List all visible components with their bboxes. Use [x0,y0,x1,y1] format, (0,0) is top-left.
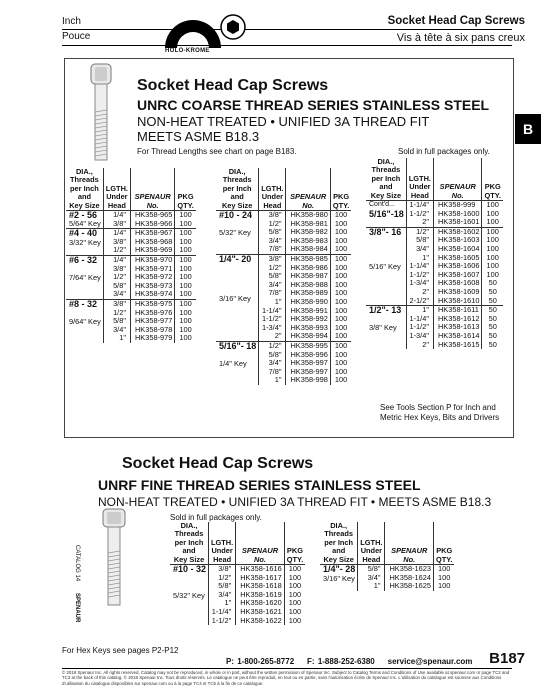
part-number-cell: HK358-977 [130,317,174,326]
pkg-qty-cell: 100 [486,235,499,245]
key-size: 5/32" Key [173,590,205,600]
length-cell: 1" [209,599,236,608]
pkg-qty-cell: 100 [334,322,348,332]
pkg-qty-cell: 100 [438,581,451,591]
pkg-qty-cell: 50 [482,306,503,315]
length-cell: 3/4" [259,281,286,290]
part-number-cell: HK358-991 [286,307,330,316]
holo-krome-logo [163,10,223,50]
key-size: 5/64" Key [69,218,101,228]
length-cell: 2" [259,332,286,341]
part-number-cell: HK358-972 [130,273,174,282]
header-pkg-qty: PKG QTY. [482,158,503,201]
part-number-cell: HK358-981 [286,220,330,229]
length-cell: 1-1/2" [406,210,433,219]
coarse-title: Socket Head Cap Screws [137,77,329,94]
screw-illustration-coarse [88,62,114,162]
pkg-qty-cell: 100 [330,211,351,220]
header-length: LGTH. Under Head [209,522,236,565]
dia-label: 5/16"- 18 [219,340,257,351]
dia-cell [66,229,103,256]
part-number-cell: HK358-1619 [236,591,285,600]
pkg-qty-cell: 100 [482,227,503,236]
length-cell: 3/8" [259,211,286,220]
part-number-cell: HK358-978 [130,326,174,335]
length-cell: 1/4" [103,211,130,220]
part-number-cell: HK358-995 [286,341,330,350]
key-size: 3/16" Key [323,573,355,583]
dia-cell [216,255,259,342]
pkg-qty-cell: 50 [488,322,497,332]
dia-label: 3/8"- 16 [369,226,402,237]
part-number-cell: HK358-1611 [433,306,482,315]
part-number-cell: HK358-1616 [236,565,285,574]
pkg-qty-cell: 100 [288,598,302,608]
part-number-cell: HK358-1605 [433,254,482,263]
length-cell: 3/4" [103,290,130,299]
pkg-qty-cell: 100 [288,615,302,625]
footer-fax: F: 1-888-252-6380 [307,657,375,666]
part-number-cell: HK358-1604 [433,245,482,254]
header-pkg-qty: PKG QTY. [175,168,196,211]
table-row [66,229,196,238]
pkg-qty-cell: 100 [334,262,348,272]
dia-cell [216,341,259,384]
length-cell: 1-1/4" [259,307,286,316]
length-cell: 7/8" [259,245,286,254]
pkg-qty-cell: 50 [488,295,497,305]
pkg-qty-cell: 100 [334,296,348,306]
length-cell: 5/8" [406,236,433,245]
part-number-cell: HK358-1615 [433,341,482,350]
table-row [366,227,503,236]
table-row [366,306,503,315]
part-number-cell: HK358-993 [286,324,330,333]
pkg-qty-cell: 100 [486,269,499,279]
header-title-en: Socket Head Cap Screws [387,15,525,27]
part-number-cell: HK358-999 [433,201,482,210]
dia-label: 5/16"-18 [369,208,404,219]
pkg-qty-cell: 100 [334,244,348,254]
length-cell: 2" [406,218,433,227]
length-cell: 1/4" [103,256,130,265]
coarse-spec-line2: MEETS ASME B18.3 [137,129,260,144]
pkg-qty-cell: 100 [334,279,348,289]
holo-krome-logo-text: HOLO-KROME [165,48,210,54]
pkg-qty-cell: 100 [175,256,196,265]
table-header-row [216,168,351,211]
pkg-qty-cell: 100 [179,245,192,255]
header-inch: Inch [62,16,81,27]
pkg-qty-cell: 100 [179,218,192,228]
pkg-qty-cell: 100 [486,261,499,271]
length-cell: 1-1/2" [406,323,433,332]
length-cell: 2" [406,288,433,297]
header-dia: DIA., Threads per Inch and Key Size [320,522,358,565]
table-row [66,211,196,220]
length-cell: 5/8" [209,582,236,591]
pkg-qty-cell: 100 [288,572,302,582]
length-cell: 5/8" [259,228,286,237]
pkg-qty-cell: 100 [334,314,348,324]
fine-packages-note: Sold in full packages only. [170,513,262,522]
length-cell: 3/4" [259,359,286,368]
pkg-qty-cell: 100 [334,366,348,376]
part-number-cell: HK358-1617 [236,574,285,583]
part-number-cell: HK358-971 [130,265,174,274]
part-number-cell: HK358-984 [286,245,330,254]
pkg-qty-cell: 100 [288,581,302,591]
part-number-cell: HK358-1620 [236,599,285,608]
length-cell: 5/8" [103,282,130,291]
part-number-cell: HK358-1607 [433,271,482,280]
table-header-row [320,522,454,565]
length-cell: 1/4" [103,229,130,238]
length-cell: 1" [406,254,433,263]
header-length: LGTH. Under Head [103,168,130,211]
part-number-cell: HK358-994 [286,332,330,341]
key-size: 5/32" Key [219,228,251,238]
pkg-qty-cell: 100 [334,349,348,359]
pkg-qty-cell: 100 [288,607,302,616]
pkg-qty-cell: 100 [179,307,192,317]
header-dia: DIA., Threads per Inch and Key Size [366,158,406,201]
key-size: 3/8" Key [369,323,397,333]
table-row [66,299,196,308]
page-number: B187 [489,650,525,667]
length-cell: 2" [406,341,433,350]
hex-socket-icon [220,14,246,40]
part-number-cell: HK358-1618 [236,582,285,591]
side-brand-text: SPENAUR [74,593,80,623]
part-number-cell: HK358-966 [130,220,174,229]
part-number-cell: HK358-967 [130,229,174,238]
part-number-cell: HK358-970 [130,256,174,265]
header-spenaur-no: SPENAUR No. [130,168,174,211]
footer-rule [62,668,512,669]
length-cell: 7/8" [259,368,286,377]
part-number-cell: HK358-1621 [236,608,285,617]
part-number-cell: HK358-996 [286,351,330,360]
length-cell: 3/4" [209,591,236,600]
length-cell: 3/4" [406,245,433,254]
length-cell: 1/2" [259,264,286,273]
dia-cell [66,256,103,300]
pkg-qty-cell: 100 [334,227,348,237]
length-cell: 1/2" [103,309,130,318]
length-cell: 3/8" [259,255,286,264]
part-number-cell: HK358-1623 [385,565,434,574]
header-dia: DIA., Threads per Inch and Key Size [170,522,209,565]
part-number-cell: HK358-969 [130,246,174,255]
part-number-cell: HK358-1600 [433,210,482,219]
length-cell: 1-3/4" [406,279,433,288]
pkg-qty-cell: 100 [179,289,192,299]
part-number-cell: HK358-988 [286,281,330,290]
dia-label: 1/4"- 28 [323,564,356,575]
pkg-qty-cell: 100 [334,271,348,281]
dia-label: 1/2"- 13 [369,305,402,316]
screw-illustration-fine [100,507,128,607]
pkg-qty-cell: 100 [486,244,499,253]
dia-cell [216,211,259,255]
length-cell: 1" [259,298,286,307]
part-number-cell: HK358-982 [286,228,330,237]
pkg-qty-cell: 100 [330,341,351,350]
part-number-cell: HK358-973 [130,282,174,291]
dia-cell [320,565,358,591]
pkg-qty-cell: 50 [488,278,497,288]
length-cell: 3/4" [259,237,286,246]
dia-cell [366,227,406,305]
pkg-qty-cell: 50 [488,313,497,323]
length-cell: 1-1/2" [259,315,286,324]
fine-title: Socket Head Cap Screws [122,455,314,472]
table-row [216,255,351,264]
pkg-qty-cell: 100 [175,211,196,220]
pkg-qty-cell: 100 [438,572,451,582]
part-number-cell: HK358-997 [286,359,330,368]
length-cell: 1-3/4" [406,332,433,341]
header-spenaur-no: SPENAUR No. [236,522,285,565]
header-dia: DIA., Threads per Inch and Key Size [216,168,259,211]
length-cell: 1-1/4" [406,262,433,271]
part-number-cell: HK358-998 [286,376,330,385]
length-cell: 1/2" [209,574,236,583]
length-cell: 1/2" [103,246,130,255]
part-number-cell: HK358-1613 [433,323,482,332]
header-pkg-qty: PKG QTY. [433,522,454,565]
footer-hex-note: For Hex Keys see pages P2-P12 [62,646,179,655]
part-number-cell: HK358-983 [286,237,330,246]
length-cell: 3/8" [103,238,130,247]
table-row [320,565,454,574]
dia-cell [366,201,406,228]
length-cell: 1-1/4" [209,608,236,617]
part-number-cell: HK358-1609 [433,288,482,297]
length-cell: 1" [259,376,286,385]
header-length: LGTH. Under Head [259,168,286,211]
dia-label: #6 - 32 [69,255,98,265]
part-number-cell: HK358-1601 [433,218,482,227]
part-number-cell: HK358-965 [130,211,174,220]
part-number-cell: HK358-1614 [433,332,482,341]
length-cell: 1" [406,306,433,315]
part-number-cell: HK358-979 [130,334,174,343]
part-number-cell: HK358-1602 [433,227,482,236]
length-cell: 5/8" [358,565,385,574]
table-header-row [170,522,305,565]
footer-phone: P: 1-800-265-8772 [226,657,295,666]
part-number-cell: HK358-1610 [433,297,482,306]
pkg-qty-cell: 100 [486,217,499,227]
dia-cell [66,211,103,229]
part-number-cell: HK358-1622 [236,617,285,626]
header-length: LGTH. Under Head [358,522,385,565]
header-pkg-qty: PKG QTY. [284,522,305,565]
pkg-qty-cell: 100 [175,299,196,308]
header-spenaur-no: SPENAUR No. [286,168,330,211]
part-number-cell: HK358-987 [286,272,330,281]
side-catalog-text: CATALOG 14 [74,545,80,582]
part-number-cell: HK358-985 [286,255,330,264]
length-cell: 5/8" [259,351,286,360]
part-number-cell: HK358-1608 [433,279,482,288]
table-row [66,256,196,265]
pkg-qty-cell: 100 [482,201,503,210]
pkg-qty-cell: 100 [334,218,348,228]
pkg-qty-cell: 100 [179,324,192,334]
length-cell: 1/2" [406,227,433,236]
table-row [216,341,351,350]
pkg-qty-cell: 100 [334,305,348,315]
pkg-qty-cell: 100 [486,252,499,262]
table-header-row [366,158,503,201]
table-row [170,565,305,574]
dia-label: #10 - 32 [173,564,207,575]
dia-label: #8 - 32 [69,298,98,309]
coarse-subtitle: UNRC COARSE THREAD SERIES STAINLESS STEEL [137,97,490,113]
part-number-cell: HK358-968 [130,238,174,247]
dia-cell [366,306,406,349]
length-cell: 1/2" [103,273,130,282]
pkg-qty-cell: 100 [284,565,305,574]
length-cell: 1-1/4" [406,315,433,324]
table-header-row [66,168,196,211]
header-dia: DIA., Threads per Inch and Key Size [66,168,103,211]
pkg-qty-cell: 100 [334,331,348,341]
part-number-cell: HK358-980 [286,211,330,220]
fine-table-2 [320,522,454,591]
footer-legal: © 2018 Spenaur Inc. All rights reserved. Catalog may not be reproduced, in whole or in part, without the written permission of Spenaur Inc. Subject to Catalog Terms and Conditions of Use available at spenaur.com or page TC2 and TC3 at the back of this catalog. © 2018 Spenaur Inc. Tous droits réservés. Le catalogue ne peut être reproduit, en tout ou en partie, sans l'autorisation écrite de Spenaur Inc. L'utilisation du catalogue est soumise aux Conditions d'utilisation du catalogue disponibles sur spenaur.com ou à la page TC4 et TC5 à la fin de ce catalogue. [62,670,510,686]
header-right [388,13,525,47]
dia-label: #2 - 56 [69,210,98,221]
pkg-qty-cell: 100 [486,208,499,218]
header-spenaur-no: SPENAUR No. [385,522,434,565]
pkg-qty-cell: 100 [179,272,192,282]
length-cell: 1-3/4" [259,324,286,333]
part-number-cell: HK358-990 [286,298,330,307]
dia-cell [66,299,103,342]
part-number-cell: HK358-1606 [433,262,482,271]
pkg-qty-cell: 100 [179,236,192,246]
pkg-qty-cell: 100 [334,358,348,368]
length-cell: 5/8" [103,317,130,326]
part-number-cell: HK358-974 [130,290,174,299]
pkg-qty-cell: 100 [433,565,454,574]
length-cell: 3/4" [103,326,130,335]
length-cell: 3/8" [103,220,130,229]
pkg-qty-cell: 50 [488,339,497,349]
dia-label: #4 - 40 [69,228,98,239]
part-number-cell: HK358-992 [286,315,330,324]
pkg-qty-cell: 100 [288,589,302,599]
length-cell: 2-1/2" [406,297,433,306]
pkg-qty-cell: 100 [175,229,196,238]
coarse-packages-note: Sold in full packages only. [398,147,490,156]
pkg-qty-cell: 100 [334,375,348,385]
footer-contact [226,657,472,666]
key-size: 3/32" Key [69,237,101,247]
length-cell: 3/8" [209,565,236,574]
tools-note: See Tools Section P for Inch and Metric Hex Keys, Bits and Drivers [380,403,500,422]
length-cell: 5/8" [259,272,286,281]
pkg-qty-cell: 100 [330,255,351,264]
footer-email[interactable]: service@spenaur.com [387,657,473,666]
header-length: LGTH. Under Head [406,158,433,201]
key-size: 9/64" Key [69,317,101,327]
length-cell: 7/8" [259,289,286,298]
length-cell: 1-1/4" [406,201,433,210]
pkg-qty-cell: 100 [334,235,348,245]
dia-label: Cont'd... [369,201,395,209]
coarse-table-3 [366,158,503,349]
coarse-table-2 [216,168,351,385]
section-tab: B [515,114,541,144]
dia-cell [170,565,209,626]
part-number-cell: HK358-1624 [385,574,434,583]
part-number-cell: HK358-975 [130,299,174,308]
length-cell: 1-1/2" [209,617,236,626]
key-size: 5/16" Key [369,262,401,272]
part-number-cell: HK358-1625 [385,582,434,591]
pkg-qty-cell: 100 [179,333,192,343]
part-number-cell: HK358-1603 [433,236,482,245]
part-number-cell: HK358-1612 [433,315,482,324]
length-cell: 1-1/2" [406,271,433,280]
length-cell: 3/8" [103,299,130,308]
key-size: 3/16" Key [219,293,251,303]
length-cell: 1/2" [259,341,286,350]
length-cell: 3/4" [358,574,385,583]
key-size: 1/4" Key [219,359,247,369]
fine-table-1 [170,522,305,625]
coarse-thread-note: For Thread Lengths see chart on page B183. [137,147,297,156]
length-cell: 1" [358,582,385,591]
table-row [366,201,503,210]
length-cell: 3/8" [103,265,130,274]
header-pkg-qty: PKG QTY. [330,168,351,211]
pkg-qty-cell: 50 [488,330,497,340]
header-title-fr: Vis à tête à six pans creux [396,32,525,44]
coarse-spec-line1: NON-HEAT TREATED • UNIFIED 3A THREAD FIT [137,114,430,129]
dia-label: #10 - 24 [219,210,253,221]
key-size: 7/64" Key [69,273,101,283]
coarse-table-1 [66,168,196,343]
pkg-qty-cell: 100 [334,288,348,298]
header-pouce: Pouce [62,31,91,42]
table-row [216,211,351,220]
pkg-qty-cell: 100 [179,316,192,326]
part-number-cell: HK358-989 [286,289,330,298]
part-number-cell: HK358-986 [286,264,330,273]
pkg-qty-cell: 100 [179,263,192,273]
fine-spec-line: NON-HEAT TREATED • UNIFIED 3A THREAD FIT • MEETS ASME B18.3 [98,495,492,509]
length-cell: 1/2" [259,220,286,229]
part-number-cell: HK358-976 [130,309,174,318]
pkg-qty-cell: 100 [179,280,192,290]
dia-label: 1/4"- 20 [219,254,252,264]
header-spenaur-no: SPENAUR No. [433,158,482,201]
part-number-cell: HK358-997 [286,368,330,377]
fine-subtitle: UNRF FINE THREAD SERIES STAINLESS STEEL [98,477,421,493]
length-cell: 1" [103,334,130,343]
pkg-qty-cell: 50 [488,286,497,296]
